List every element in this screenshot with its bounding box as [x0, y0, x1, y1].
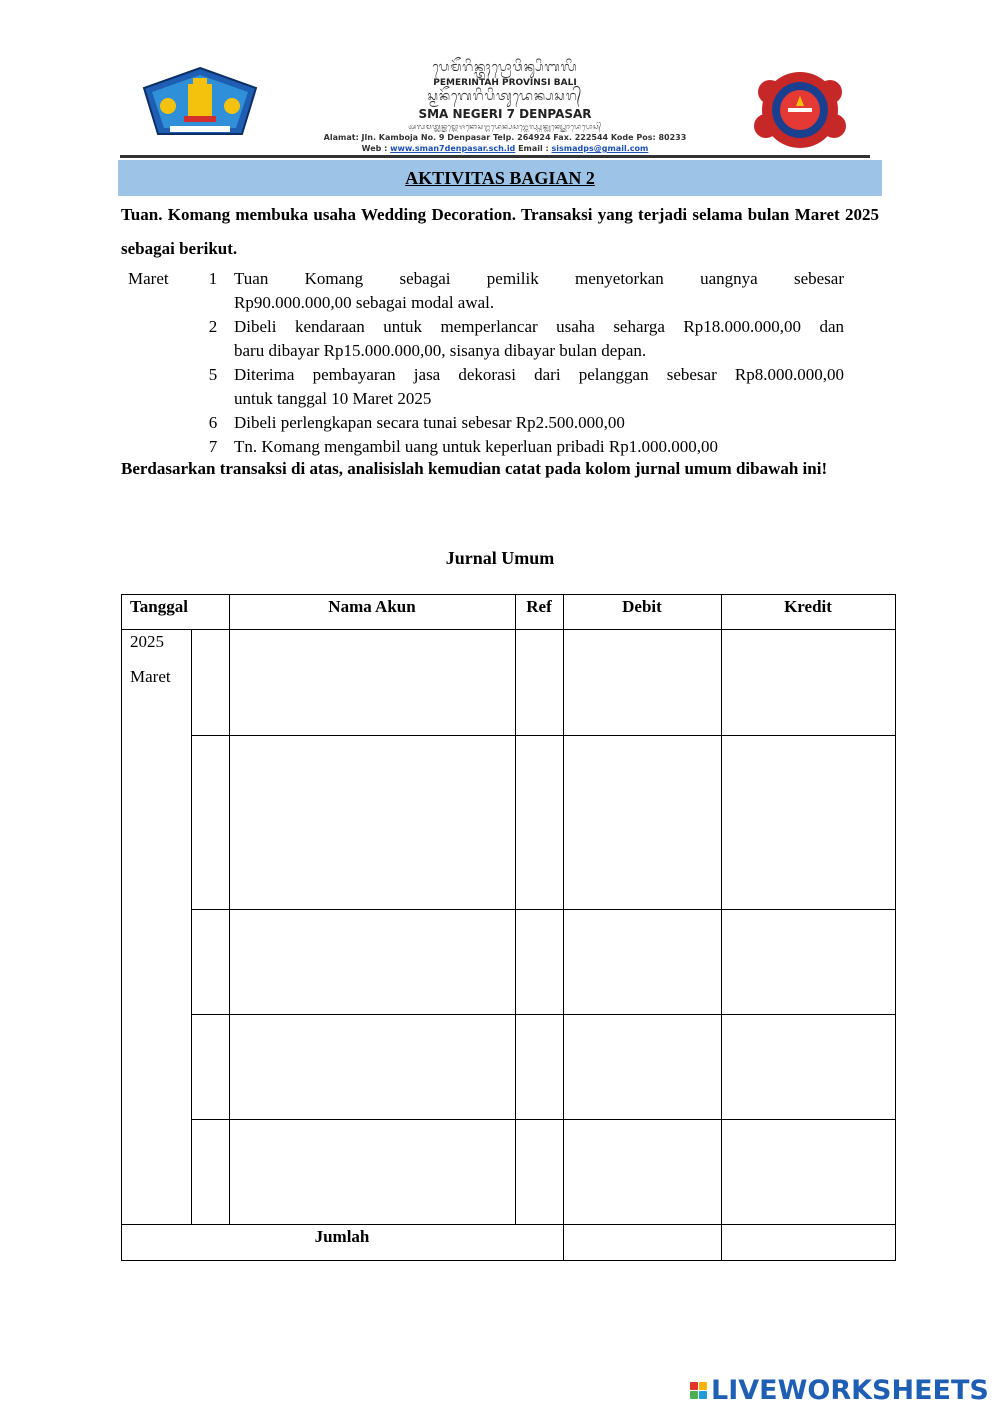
column-header-ref: Ref — [526, 597, 552, 616]
transaction-text: Dibeli perlengkapan secara tunai sebesar Rp2.500.000,00 — [234, 413, 625, 432]
transaction-text: Dibeli kendaraan untuk memperlancar usaha seharga Rp18.000.000,00 dan — [234, 317, 844, 336]
balinese-script-line: ᬧᬾᬫᭂᬭᬶᬦ᭄ᬢᬄᬧ᭄ᬭᭀᬯᬶᬦ᭄ᬲᬶᬩᬮᬶ — [432, 60, 578, 75]
transaction-item — [128, 267, 844, 291]
column-header-nama-akun: Nama Akun — [328, 597, 416, 616]
column-divider — [515, 594, 516, 1225]
transaction-continuation — [128, 387, 844, 411]
table-border — [121, 594, 896, 595]
transaction-item — [128, 363, 844, 387]
section-title: AKTIVITAS BAGIAN 2 — [405, 168, 595, 188]
liveworksheets-logo-icon — [690, 1382, 707, 1399]
school-name: SMA NEGERI 7 DENPASAR — [418, 107, 592, 121]
transaction-day: 7 — [208, 437, 218, 456]
column-divider — [721, 594, 722, 1261]
email-link[interactable]: sismadps@gmail.com — [551, 144, 649, 153]
transaction-day: 5 — [208, 365, 218, 384]
transaction-text: Diterima pembayaran jasa dekorasi dari pelanggan sebesar Rp8.000.000,00 — [234, 365, 844, 384]
row-divider — [191, 1014, 896, 1015]
liveworksheets-brand — [690, 1372, 989, 1408]
transaction-text: Rp90.000.000,00 sebagai modal awal. — [234, 293, 495, 312]
transaction-text: Tn. Komang mengambil uang untuk keperluan pribadi Rp1.000.000,00 — [234, 437, 718, 456]
letterhead-rule — [120, 155, 870, 158]
table-border — [121, 1260, 896, 1261]
transaction-text: Tuan Komang sebagai pemilik menyetorkan uangnya sebesar — [234, 269, 844, 288]
row-divider — [191, 735, 896, 736]
journal-year: 2025 — [130, 632, 164, 651]
section-title-bar — [118, 160, 882, 196]
column-header-tanggal: Tanggal — [130, 597, 188, 616]
instruction-paragraph: Berdasarkan transaksi di atas, analisislah kemudian catat pada kolom jurnal umum dibawah ini! — [121, 459, 828, 478]
web-email-line — [270, 143, 740, 154]
column-header-kredit: Kredit — [784, 597, 832, 616]
logo-square — [699, 1391, 707, 1399]
transaction-day: 6 — [208, 413, 218, 432]
row-divider — [191, 909, 896, 910]
transaction-continuation — [128, 339, 844, 363]
transaction-month: Maret — [128, 269, 169, 288]
website-link[interactable]: www.sman7denpasar.sch.id — [390, 144, 516, 153]
transaction-list — [128, 267, 844, 459]
row-divider — [191, 1119, 896, 1120]
logo-square — [690, 1391, 698, 1399]
column-header-debit: Debit — [622, 597, 662, 616]
transaction-day: 1 — [208, 269, 218, 288]
intro-paragraph: Tuan. Komang membuka usaha Wedding Decoration. Transaksi yang terjadi selama bulan Maret 2025 sebagai berikut. — [121, 205, 879, 258]
brand-text: LIVEWORKSHEETS — [711, 1374, 989, 1406]
journal-month: Maret — [130, 667, 171, 686]
total-divider — [121, 1224, 896, 1225]
email-label: Email : — [515, 144, 552, 153]
date-day-divider — [191, 629, 192, 1225]
balinese-address-line: ᬅᬮᬫᬢ᭄ᬚ᭄ᬮᬦ᭄ᬓᬫ᭄ᬩᭀᬚᬦᭀᬲᬗ᭄ᬕᬤᬾᬦ᭄ᬧᬲᬭ᭄ᬢᬾᬮ᭄ᬧ᭄ᬳ᭄ᬯᬦ᭄ᬦ᭄ᬬᬓ᭄ᬲ᭄ᬓᭀᬤᬾᬧᭀᬲ᭄ — [408, 123, 602, 131]
government-name: PEMERINTAH PROVINSI BALI — [433, 78, 577, 88]
web-label: Web : — [361, 144, 391, 153]
total-label: Jumlah — [314, 1227, 370, 1246]
table-border — [121, 594, 122, 1261]
header-divider — [121, 629, 896, 630]
transaction-day: 2 — [208, 317, 218, 336]
journal-title: Jurnal Umum — [445, 548, 555, 568]
school-address: Alamat: Jln. Kamboja No. 9 Denpasar Telp. 264924 Fax. 222544 Kode Pos: 80233 — [323, 133, 687, 142]
transaction-text: baru dibayar Rp15.000.000,00, sisanya dibayar bulan depan. — [234, 341, 647, 360]
transaction-text: untuk tanggal 10 Maret 2025 — [234, 389, 432, 408]
column-divider — [563, 594, 564, 1261]
logo-square — [690, 1382, 698, 1390]
balinese-script-line: ᬲ᭄ᬫᬦᭂᬕᬾᬭᬶᬧᬶᬢᬸᬤᬾᬦ᭄ᬧᬲᬭ᭄ — [427, 89, 583, 104]
table-border — [895, 594, 896, 1261]
transaction-item — [128, 315, 844, 339]
transaction-item — [128, 411, 844, 435]
transaction-continuation — [128, 291, 844, 315]
logo-square — [699, 1382, 707, 1390]
column-divider — [229, 594, 230, 1225]
school-emblem — [748, 70, 852, 150]
letterhead — [120, 60, 880, 156]
bali-province-emblem — [140, 66, 260, 136]
journal-table — [121, 594, 896, 1261]
